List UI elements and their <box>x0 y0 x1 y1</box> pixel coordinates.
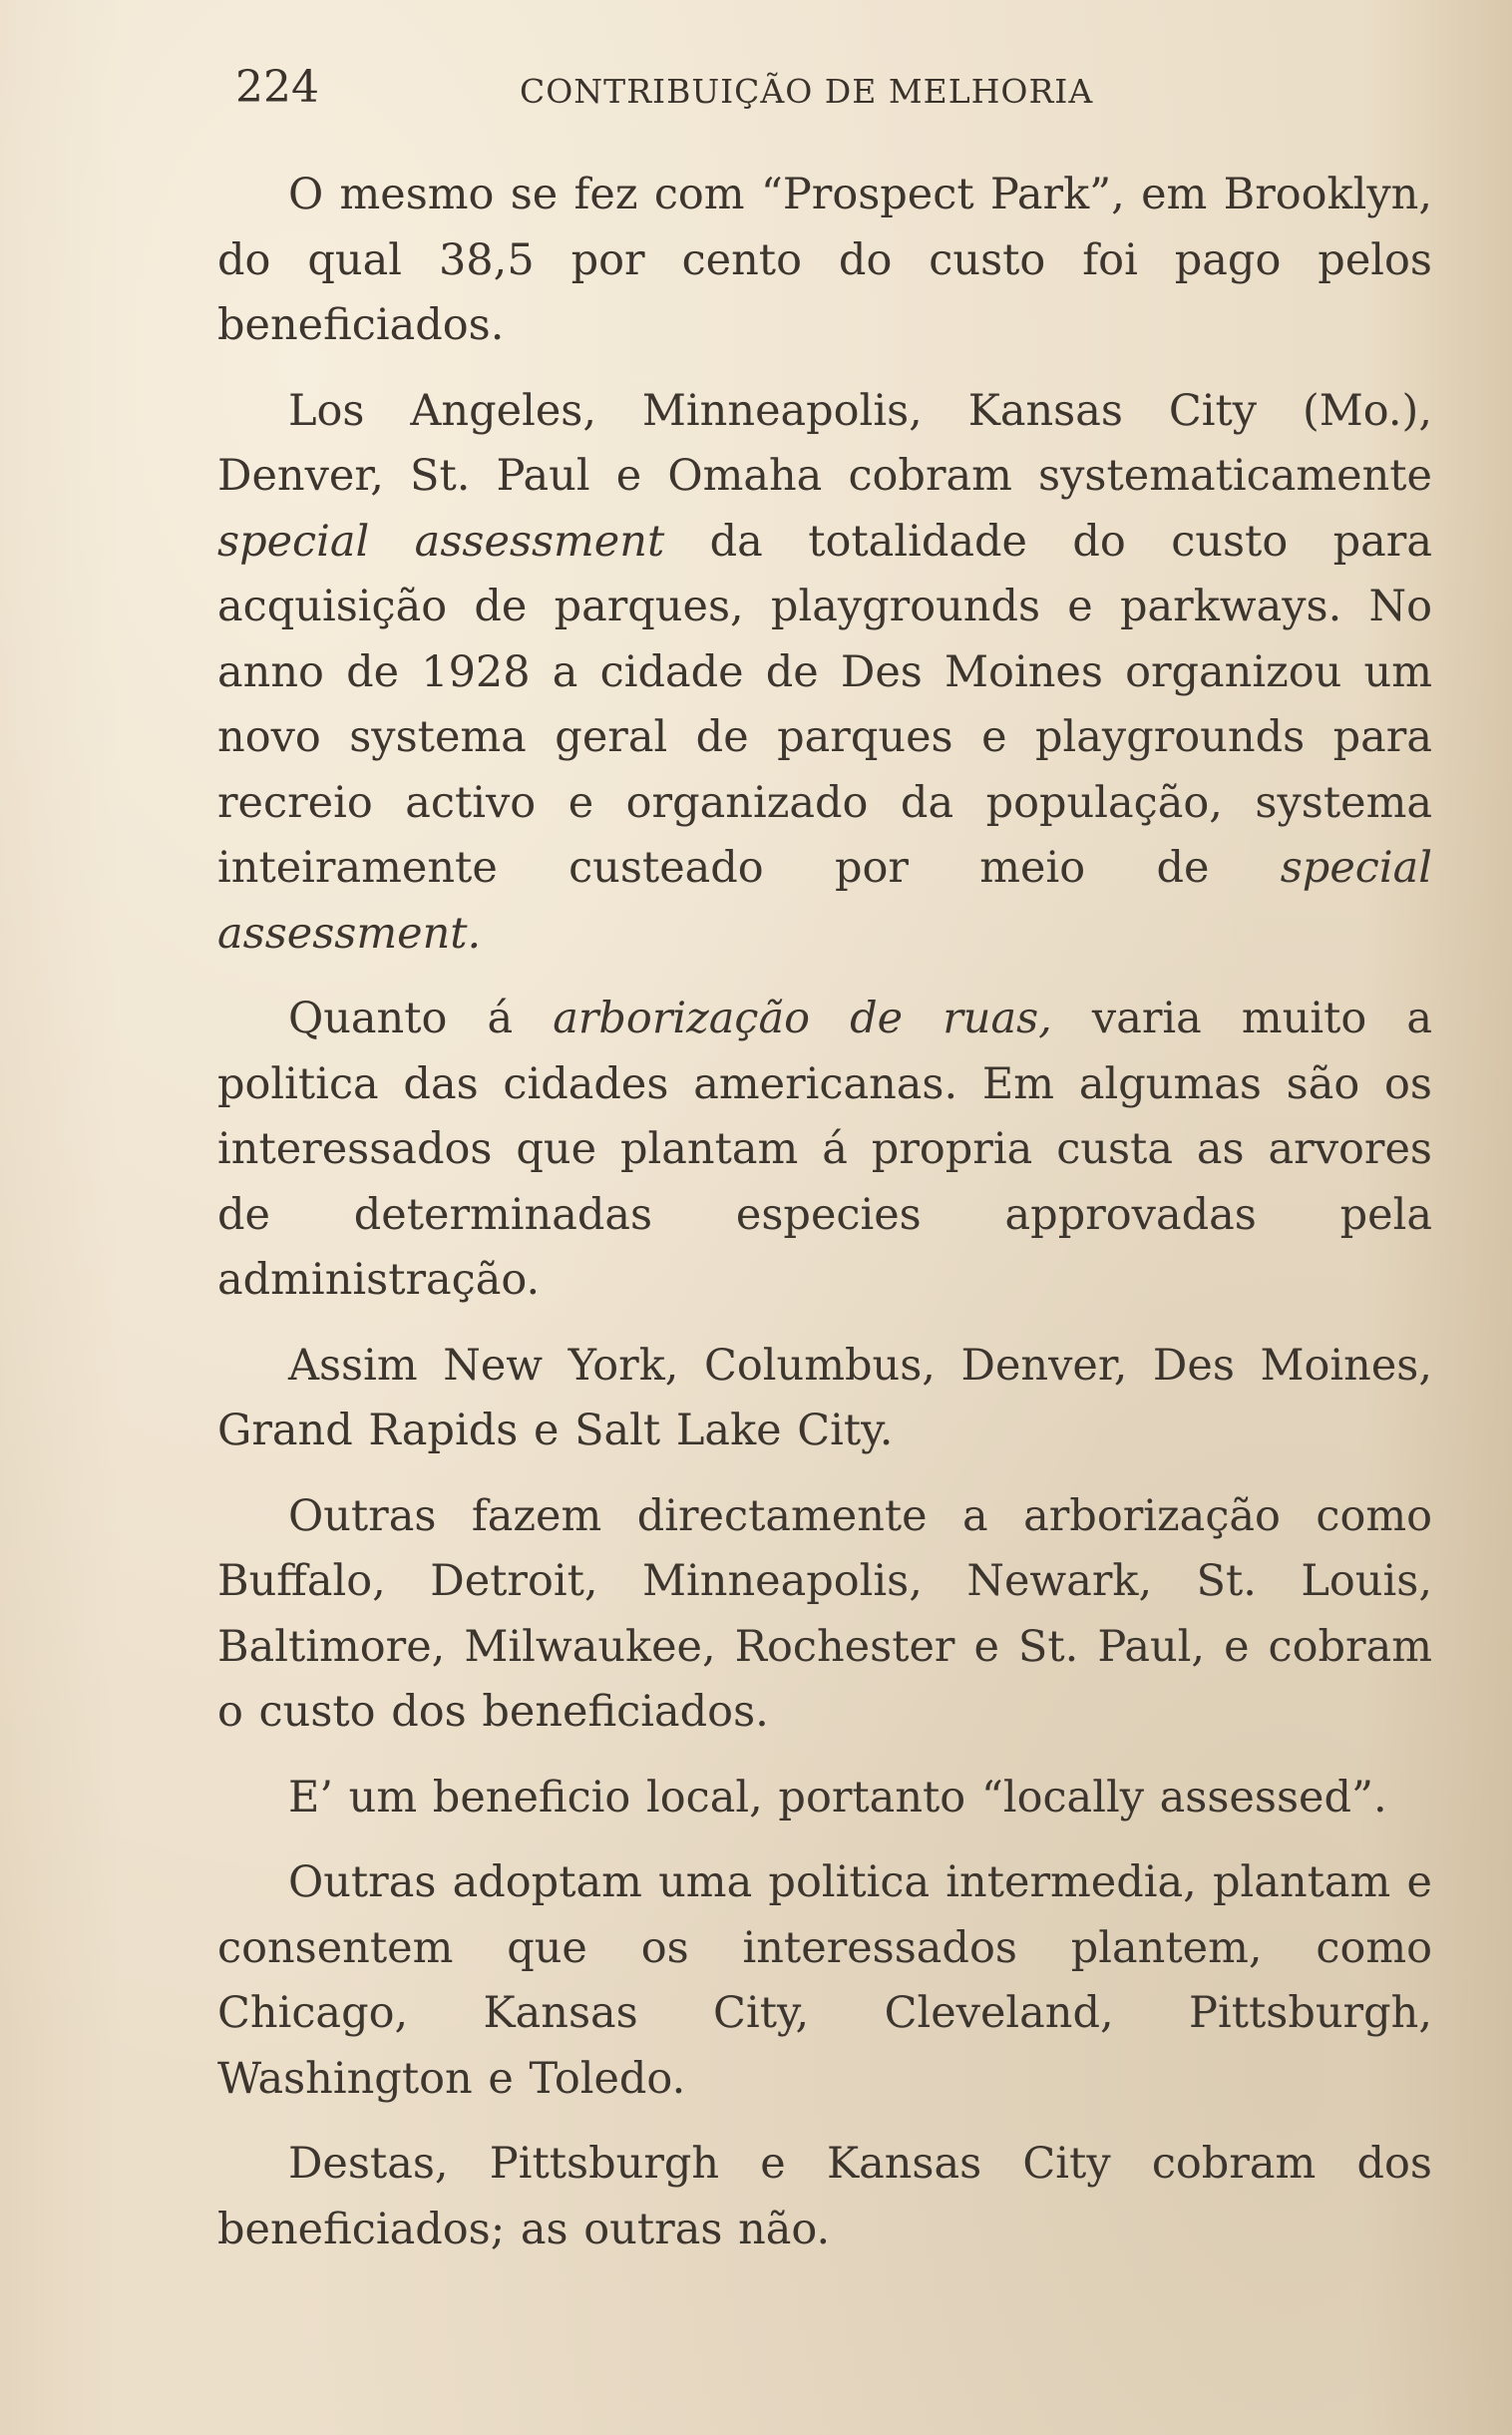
paragraph-cities-list <box>217 1334 1432 1464</box>
text-segment: Assim New York, Columbus, Denver, Des Moines, Grand Rapids e Salt Lake City. <box>217 1340 1432 1455</box>
text-segment: Outras adoptam uma politica intermedia, plantam e consentem que os interessados plantem, como Chicago, Kansas City, Cleveland, Pittsburgh, Washington e Toledo. <box>217 1857 1432 2104</box>
text-segment: Los Angeles, Minneapolis, Kansas City (Mo.), Denver, St. Paul e Omaha cobram systematicamente <box>217 385 1432 501</box>
page-number: 224 <box>235 62 319 113</box>
italic-term: special assessment <box>217 516 665 567</box>
paragraph-direct-planting <box>217 1484 1432 1746</box>
text-segment: O mesmo se fez com “Prospect Park”, em Brooklyn, do qual 38,5 por cento do custo foi pago pelos beneficiados. <box>217 170 1432 350</box>
paragraph-street-trees <box>217 987 1432 1314</box>
paragraph-local-benefit <box>217 1766 1432 1831</box>
page-header <box>235 58 1442 118</box>
text-segment: da totalidade do custo para acquisição de parques, playgrounds e parkways. No anno de 1928 a cidade de Des Moines organizou um novo systema geral de parques e playgrounds para recreio activo e organizado da população, systema inteiramente custeado por meio de <box>217 516 1432 893</box>
text-segment: E’ um beneficio local, portanto “locally assessed”. <box>287 1772 1387 1823</box>
italic-term: special assessment. <box>217 843 1432 959</box>
text-segment: Outras fazem directamente a arborização como Buffalo, Detroit, Minneapolis, Newark, St. Louis, Baltimore, Milwaukee, Rochester e St. Paul, e cobram o custo dos beneficiados. <box>217 1490 1432 1737</box>
paragraph-prospect-park <box>217 163 1432 359</box>
text-segment: varia muito a politica das cidades americanas. Em algumas são os interessados que plantam á propria custa as arvores de determinadas especies approvadas pela administração. <box>217 994 1433 1305</box>
paragraph-intermediate-policy <box>217 1850 1432 2112</box>
paragraph-parks-assessment <box>217 379 1432 968</box>
italic-term: arborização de ruas, <box>553 994 1052 1043</box>
paragraph-pittsburgh-kansas <box>217 2132 1432 2262</box>
running-head: CONTRIBUIÇÃO DE MELHORIA <box>520 72 1094 111</box>
text-segment: Destas, Pittsburgh e Kansas City cobram dos beneficiados; as outras não. <box>217 2139 1432 2254</box>
page-body <box>217 163 1432 2282</box>
text-segment: Quanto á <box>287 994 554 1043</box>
